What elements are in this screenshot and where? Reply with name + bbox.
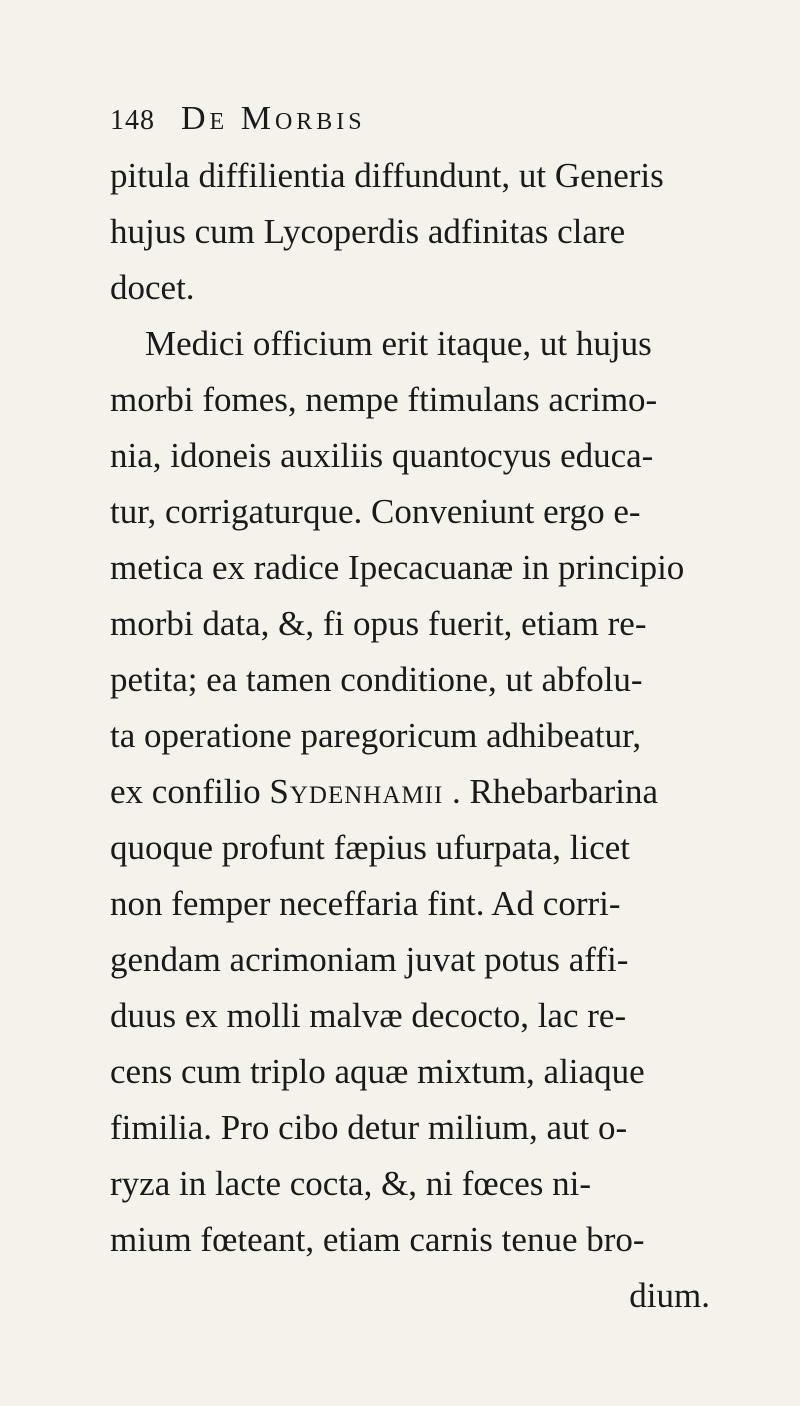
running-title: De Morbis — [181, 100, 366, 137]
text-line: mium fœteant, etiam carnis tenue bro- — [110, 1220, 645, 1259]
body-text — [110, 148, 710, 1324]
text-line: cens cum triplo aquæ mixtum, aliaque — [110, 1052, 645, 1091]
text-segment: ex confilio — [110, 772, 261, 811]
text-line: quoque profunt fæpius ufurpata, licet — [110, 828, 631, 867]
text-line: duus ex molli malvæ decocto, lac re- — [110, 996, 627, 1035]
author-name: Sydenhamii — [269, 772, 444, 811]
text-line: ta operatione paregoricum adhibeatur, — [110, 716, 642, 755]
text-line: hujus cum Lycoperdis adfinitas clare — [110, 212, 626, 251]
text-line: petita; ea tamen conditione, ut abfolu- — [110, 660, 643, 699]
text-line: tur, corrigaturque. Conveniunt ergo e- — [110, 492, 641, 531]
text-line: non femper neceffaria fint. Ad corri- — [110, 884, 621, 923]
text-line: nia, idoneis auxiliis quantocyus educa- — [110, 436, 654, 475]
text-segment: . Rhebarbarina — [452, 772, 659, 811]
text-line: docet. — [110, 268, 195, 307]
page-header — [110, 100, 670, 140]
text-line: pitula diffilientia diffundunt, ut Generis — [110, 156, 664, 195]
text-line-with-author — [110, 764, 710, 820]
text-line: morbi data, &, fi opus fuerit, etiam re- — [110, 604, 647, 643]
text-line: morbi fomes, nempe ftimulans acrimo- — [110, 380, 658, 419]
paragraph-start-line: Medici officium erit itaque, ut hujus — [145, 324, 652, 363]
text-line: gendam acrimoniam juvat potus affi- — [110, 940, 629, 979]
text-line: fimilia. Pro cibo detur milium, aut o- — [110, 1108, 628, 1147]
page-number: 148 — [110, 105, 155, 136]
final-line: dium. — [629, 1276, 710, 1315]
text-line: metica ex radice Ipecacuanæ in principio — [110, 548, 685, 587]
text-line: ryza in lacte cocta, &, ni fœces ni- — [110, 1164, 592, 1203]
